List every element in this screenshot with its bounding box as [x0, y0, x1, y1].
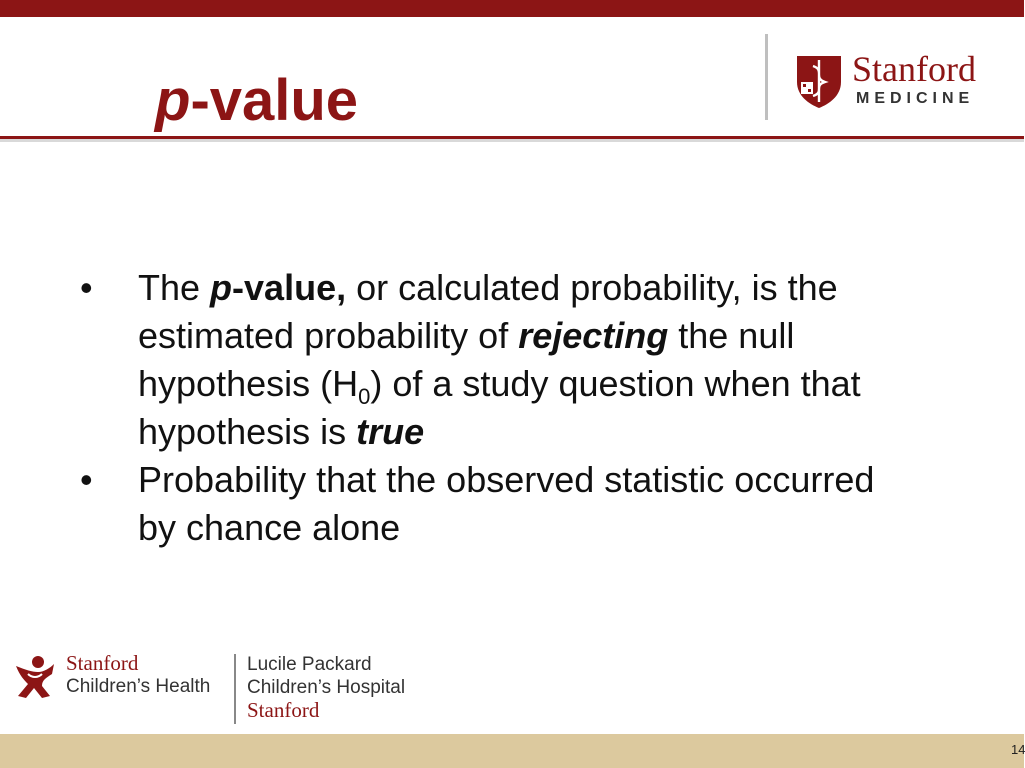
- bullet-list: [80, 264, 980, 552]
- emphasis-true: true: [356, 411, 425, 452]
- lpch-line-3: Stanford: [247, 698, 320, 722]
- bullet-1-line-2: [138, 312, 980, 360]
- text-run: The: [138, 267, 211, 308]
- bullet-2-line-1: Probability that the observed statistic occurred: [138, 459, 875, 500]
- title-italic-p: p: [155, 68, 191, 133]
- subscript-zero: 0: [358, 384, 371, 409]
- header-logo-name: Stanford: [852, 49, 976, 89]
- text-run: the null: [668, 315, 795, 356]
- bullet-1-line-4: [138, 408, 980, 456]
- title-rule-shadow: [0, 139, 1024, 142]
- emphasis-rejecting: rejecting: [518, 315, 669, 356]
- sch-line-1: Stanford: [66, 651, 139, 675]
- bullet-1-line-1: [138, 264, 980, 312]
- lucile-packard-logo-text: [247, 653, 405, 722]
- footer-logo-divider: [234, 654, 236, 724]
- bottom-color-band: [0, 734, 1024, 768]
- bullet-item-2: [80, 456, 980, 552]
- p-value-rest: -value,: [232, 267, 347, 308]
- logo-divider: [765, 34, 768, 120]
- text-run: hypothesis (H: [138, 363, 359, 404]
- text-run: or calculated probability, is the: [346, 267, 838, 308]
- slide-title: [155, 68, 358, 134]
- text-run: ) of a study question when that: [370, 363, 861, 404]
- stanford-childrens-health-logo-text: [66, 652, 210, 698]
- bullet-1-line-3: [138, 360, 980, 408]
- header-logo-subtitle: MEDICINE: [856, 90, 975, 107]
- stanford-medicine-shield-icon: [795, 52, 843, 110]
- page-number: 14: [1011, 742, 1025, 757]
- text-run: hypothesis is: [138, 411, 357, 452]
- p-italic: p: [210, 267, 233, 308]
- bullet-2-line-2: by chance alone: [138, 507, 401, 548]
- title-rest: -value: [190, 68, 359, 133]
- lpch-line-1: Lucile Packard: [247, 654, 372, 675]
- lpch-line-2: Children’s Hospital: [247, 677, 406, 698]
- bullet-marker: •: [80, 459, 93, 500]
- top-color-band: [0, 0, 1024, 17]
- bullet-marker: •: [80, 267, 93, 308]
- text-run: estimated probability of: [138, 315, 519, 356]
- childrens-health-figure-icon: [12, 652, 56, 700]
- sch-line-2: Children’s Health: [66, 676, 211, 697]
- bullet-item-1: [80, 264, 980, 456]
